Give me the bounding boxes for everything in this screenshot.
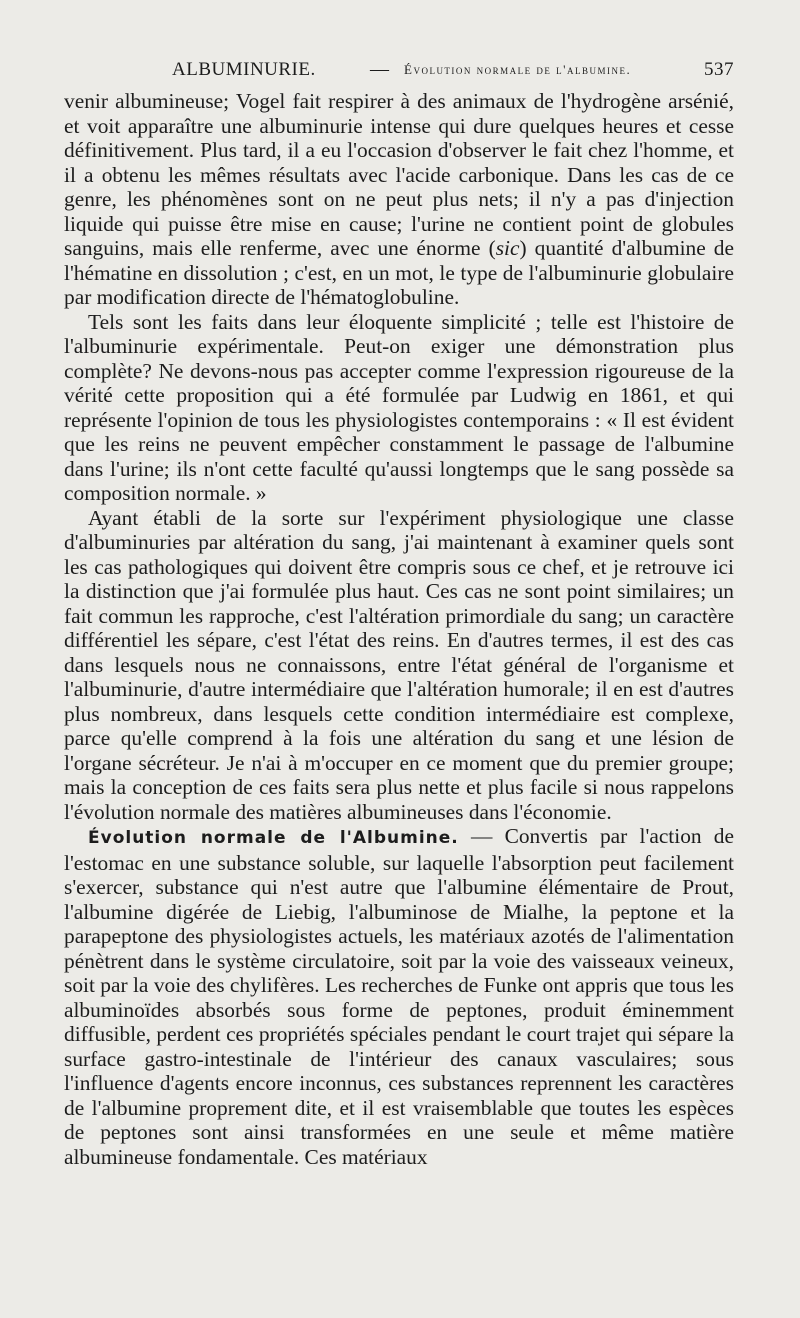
running-head <box>64 55 734 89</box>
running-section-title: Évolution normale de l'albumine. <box>404 62 632 77</box>
section-heading: Évolution normale de l'Albumine. <box>88 828 459 848</box>
paragraph-1-text-start: venir albumineuse; Vogel fait respirer à des animaux de l'hydrogène arsénié, et voit apparaître une albuminurie intense qui dure quelques heures et cesse définitivement. Plus tard, il a eu l'occasion d'observer le fait chez l'homme, et il a obtenu les mêmes résultats avec l'acide carbonique. Dans les cas de ce genre, les phénomènes sont on ne peut plus nets; il n'y a pas d'injection liquide qui puisse être mise en cause; l'urine ne contient point de globules sanguins, mais elle renferme, avec une énorme ( <box>64 89 734 260</box>
paragraph-4 <box>64 824 734 1169</box>
paragraph-1-text-end: ) quantité d'albumine de l'hématine en dissolution ; c'est, en un mot, le type de l'albuminurie globulaire par modification directe de l'hématoglobuline. <box>64 236 734 309</box>
paragraph-1 <box>64 89 734 310</box>
running-separator: — <box>370 59 390 80</box>
page-number: 537 <box>704 59 734 80</box>
sic-italic: sic <box>495 236 520 260</box>
paragraph-2: Tels sont les faits dans leur éloquente simplicité ; telle est l'histoire de l'albuminurie expérimentale. Peut-on exiger une démonstration plus complète? Ne devons-nous pas accepter comme l'expression rigoureuse de la vérité cette proposition qui a été formulée par Ludwig en 1861, et qui représente l'opinion de tous les physiologistes contemporains : « Il est évident que les reins ne peuvent empêcher constamment le passage de l'albumine dans l'urine; ils n'ont cette faculté qu'aussi longtemps que le sang possède sa composition normale. » <box>64 309 734 505</box>
paragraph-3: Ayant établi de la sorte sur l'expériment physiologique une classe d'albuminuries par altération du sang, j'ai maintenant à examiner quels sont les cas pathologiques qui doivent être compris sous ce chef, et je retrouve ici la distinction que j'ai formulée plus haut. Ces cas ne sont point similaires; un fait commun les rapproche, c'est l'altération primordiale du sang; un caractère différentiel les sépare, c'est l'état des reins. En d'autres termes, il est des cas dans lesquels nous ne connaissons, entre l'état général de l'organisme et l'albuminurie, d'autre intermédiaire que l'altération humorale; il en est d'autres plus nombreux, dans lesquels cette condition intermédiaire est complexe, parce qu'elle comprend à la fois une altération du sang et une lésion de l'organe sécréteur. Je n'ai à m'occuper en ce moment que du premier groupe; mais la conception de ces faits sera plus nette et plus facile si nous rappelons l'évolution normale des matières albumineuses dans l'économie. <box>64 505 734 824</box>
running-title: ALBUMINURIE. <box>172 59 316 80</box>
paragraph-4-text: — Convertis par l'action de l'estomac en une substance soluble, sur laquelle l'absorption peut facilement s'exercer, substance qui n'est autre que l'albumine élémentaire de Prout, l'albumine digérée de Liebig, l'albuminose de Mialhe, la peptone et la parapeptone des physiologistes actuels, les matériaux azotés de l'alimentation pénètrent dans le système circulatoire, soit par la voie des vaisseaux veineux, soit par la voie des chylifères. Les recherches de Funke ont appris que tous les albuminoïdes absorbés sous forme de peptones, produit éminemment diffusible, perdent ces propriétés spéciales pendant le court trajet qui sépare la surface gastro-intestinale de l'intérieur des canaux vasculaires; sous l'influence d'agents encore inconnus, ces substances reprennent les caractères de l'albumine proprement dite, et il est vraisemblable que toutes les espèces de peptones sont ainsi transformées en une seule et même matière albumineuse fondamentale. Ces matériaux <box>64 824 734 1169</box>
